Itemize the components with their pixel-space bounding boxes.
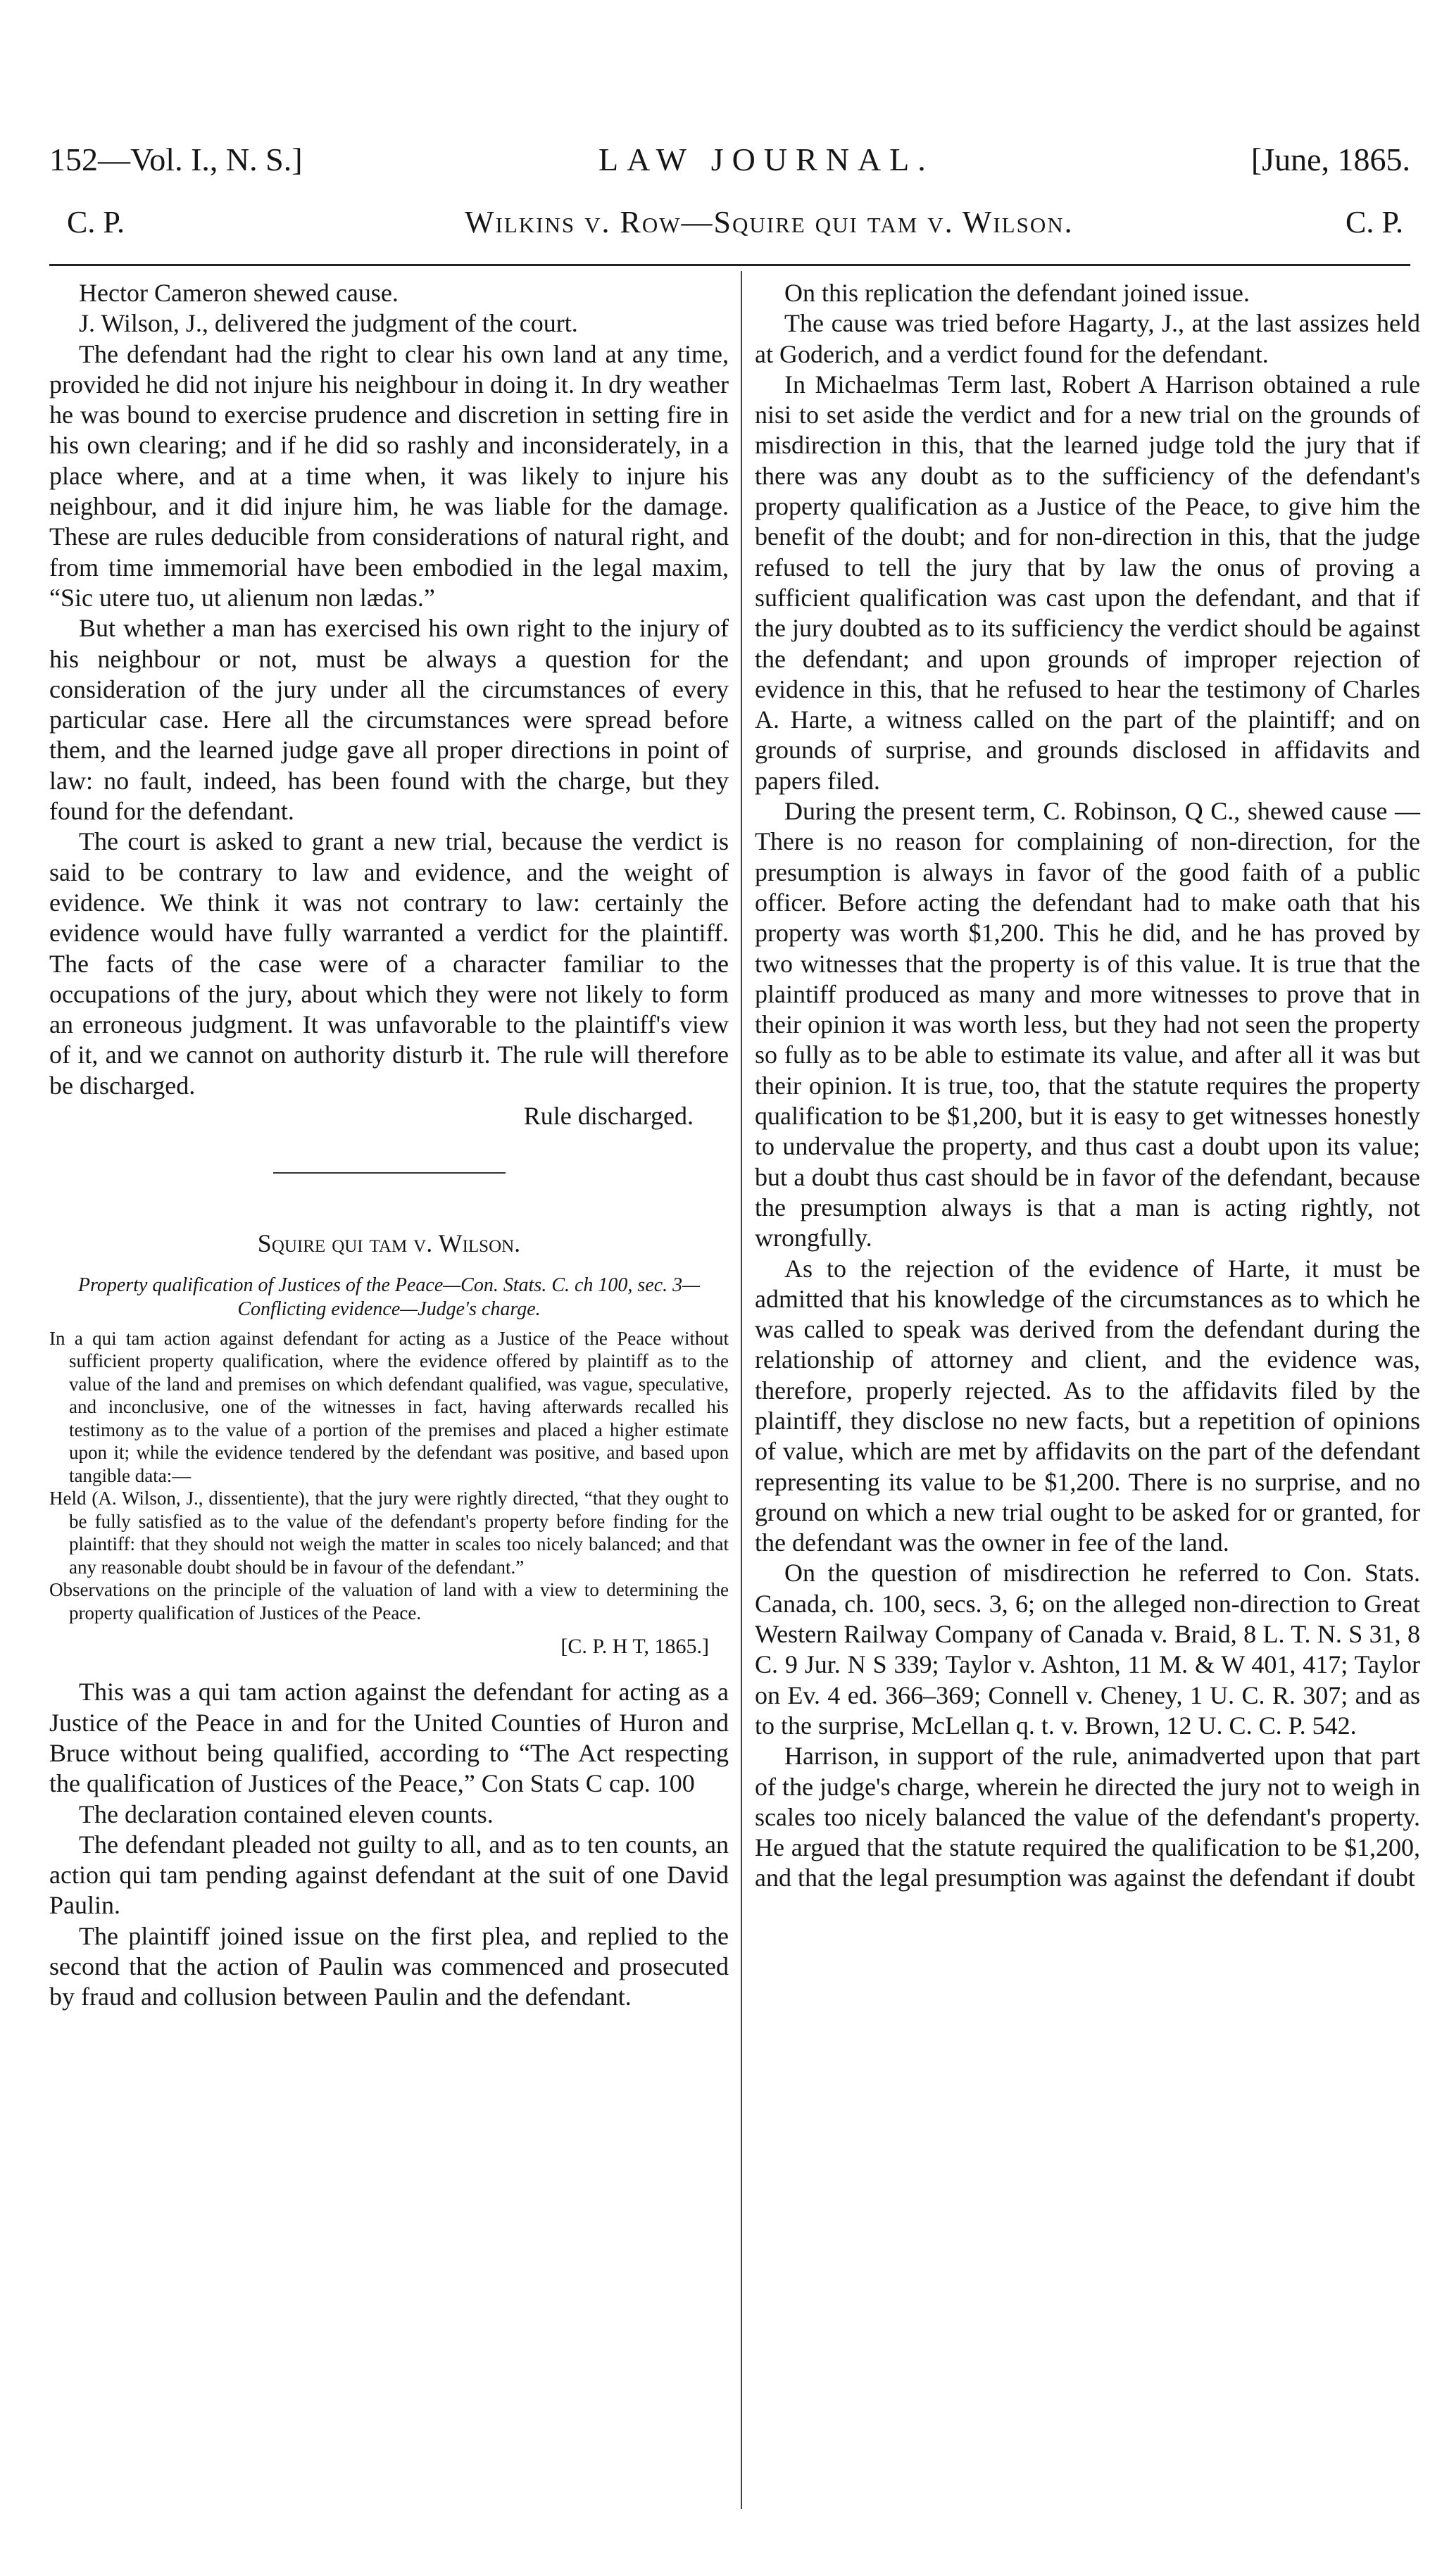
right-column (755, 278, 1420, 2495)
rule-discharged: Rule discharged. (523, 1102, 694, 1131)
paragraph: The court is asked to grant a new trial, because the verdict is said to be contrary to law and evidence, and the weight of evidence. We think it was not contrary to law: certainly the evidence would have fully warranted a verdict for the plaintiff. The facts of the case were of a character familiar to the occupations of the jury, about which they were not likely to form an erroneous judgment. It was unfavorable to the plaintiff's view of it, and we cannot on authority disturb it. The rule will therefore be discharged. (49, 827, 729, 1100)
headnote-title: Property qualification of Justices of the Peace—Con. Stats. C. ch 100, sec. 3—Conflicting evidence—Judge's charge. (77, 1274, 701, 1320)
paragraph: The cause was tried before Hagarty, J., at the last assizes held at Goderich, and a verdict found for the defendant. (755, 309, 1420, 368)
court-right: C. P. (1346, 205, 1403, 239)
paragraph: Hector Cameron shewed cause. (79, 279, 399, 307)
paragraph: The plaintiff joined issue on the first plea, and replied to the second that the action of Paulin was commenced and prosecuted by fraud and collusion between Paulin and the defendant. (49, 1921, 729, 2011)
case-names: Wilkins v. Row—Squire qui tam v. Wilson. (465, 205, 1074, 239)
header-volume: 152—Vol. I., N. S.] (49, 142, 303, 177)
citation: [C. P. H T, 1865.] (560, 1635, 709, 1659)
column-divider (741, 271, 742, 2509)
paragraph: On the question of misdirection he referred to Con. Stats. Canada, ch. 100, secs. 3, 6; on the alleged non-direction to Great Western Railway Company of Canada v. Braid, 8 L. T. N. S 31, 8 C. 9 Jur. N S 339; Taylor v. Ashton, 11 M. & W 401, 417; Taylor on Ev. 4 ed. 366–369; Connell v. Cheney, 1 U. C. R. 307; and as to the surprise, McLellan q. t. v. Brown, 12 U. C. C. P. 542. (755, 1559, 1420, 1740)
paragraph: The declaration contained eleven counts. (79, 1799, 494, 1828)
paragraph: During the present term, C. Robinson, Q C., shewed cause —There is no reason for complaining of non-direction, for the presumption is always in favor of the good faith of a public officer. Before acting the defendant had to make oath that his property was worth $1,200. This he did, and he has proved by two witnesses that the property is of this value. It is true that the plaintiff produced as many and more witnesses to prove that in their opinion it was worth less, but they had not seen the property so fully as to be able to estimate its value, and after all it was but their opinion. It is true, too, that the statute requires the property qualification to be $1,200, but it is easy to get witnesses honestly to undervalue the property, and thus cast a doubt upon its value; but a doubt thus cast should be in favor of the defendant, because the presumption always is that a man is acting rightly, not wrongfully. (755, 797, 1420, 1252)
paragraph: On this replication the defendant joined issue. (784, 279, 1250, 307)
headnote-paragraph: In a qui tam action against defendant for acting as a Justice of the Peace without sufficient property qualification, where the evidence offered by plaintiff as to the value of the land and premises on which defendant qualified, was vague, speculative, and inconclusive, one of the witnesses in fact, having afterwards recalled his testimony as to the value of a portion of the premises and placed a higher estimate upon it; while the evidence tendered by the defendant was positive, and based upon tangible data:— (49, 1327, 729, 1486)
case-title: Squire qui tam v. Wilson. (257, 1229, 521, 1258)
headnote-paragraph: Observations on the principle of the valuation of land with a view to determining the property qualification of Justices of the Peace. (49, 1579, 729, 1623)
court-left: C. P. (67, 205, 125, 239)
section-divider (273, 1172, 506, 1174)
left-column (49, 278, 729, 2495)
paragraph: J. Wilson, J., delivered the judgment of the court. (79, 309, 578, 338)
headnote (49, 1327, 729, 1625)
paragraph: In Michaelmas Term last, Robert A Harrison obtained a rule nisi to set aside the verdict and for a new trial on the grounds of misdirection in this, that the learned judge told the jury that if there was any doubt as to the sufficiency of the defendant's property qualification as a Justice of the Peace, to give him the benefit of the doubt; and for non-direction in this, that the judge refused to tell the jury that by law the onus of proving a sufficient qualification was cast upon the defendant, and that if the jury doubted as to its sufficiency the verdict should be against the defendant; and upon grounds of improper rejection of evidence in this, that he refused to hear the testimony of Charles A. Harte, a witness called on the part of the plaintiff; and on grounds of surprise, and grounds disclosed in affidavits and papers filed. (755, 370, 1420, 795)
header-date: [June, 1865. (1250, 142, 1410, 177)
headnote-paragraph: Held (A. Wilson, J., dissentiente), that the jury were rightly directed, “that they ought to be fully satisfied as to the value of the defendant's property before finding for the plaintiff: that they should not weigh the matter in scales too nicely balanced; and that any reasonable doubt should be in favour of the defendant.” (49, 1488, 729, 1578)
running-header (49, 141, 1410, 190)
paragraph: Harrison, in support of the rule, animadverted upon that part of the judge's charge, wherein he directed the jury not to weigh in scales too nicely balanced the value of the defendant's property. He argued that the statute required the qualification to be $1,200, and that the legal presumption was against the defendant if doubt (755, 1742, 1420, 1892)
case-header (49, 204, 1410, 246)
journal-title: LAW JOURNAL. (598, 142, 934, 177)
paragraph: The defendant had the right to clear his own land at any time, provided he did not injure his neighbour in doing it. In dry weather he was bound to exercise prudence and discretion in setting fire in his own clearing; and if he did so rashly and inconsiderately, in a place where, and at a time when, it was likely to injure his neighbour, and it did injure him, he was liable for the damage. These are rules deducible from considerations of natural right, and from time immemorial have been embodied in the legal maxim, “Sic utere tuo, ut alienum non lædas.” (49, 339, 729, 612)
header-rule (49, 264, 1410, 266)
paragraph: This was a qui tam action against the defendant for acting as a Justice of the Peace in and for the United Counties of Huron and Bruce without being qualified, according to “The Act respecting the qualification of Justices of the Peace,” Con Stats C cap. 100 (49, 1678, 729, 1798)
paragraph: The defendant pleaded not guilty to all, and as to ten counts, an action qui tam pending against defendant at the suit of one David Paulin. (49, 1830, 729, 1920)
paragraph: As to the rejection of the evidence of Harte, it must be admitted that his knowledge of the circumstances as to which he was called to speak was derived from the defendant during the relationship of attorney and client, and the evidence was, therefore, properly rejected. As to the affidavits filed by the plaintiff, they disclose no new facts, but a repetition of opinions of value, which are met by affidavits on the part of the defendant representing its value to be $1,200. There is no surprise, and no ground on which a new trial ought to be asked for or granted, for the defendant was the owner in fee of the land. (755, 1254, 1420, 1557)
paragraph: But whether a man has exercised his own right to the injury of his neighbour or not, must be always a question for the consideration of the jury under all the circumstances of every particular case. Here all the circumstances were spread before them, and the learned judge gave all proper directions in point of law: no fault, indeed, has been found with the charge, but they found for the defendant. (49, 614, 729, 826)
